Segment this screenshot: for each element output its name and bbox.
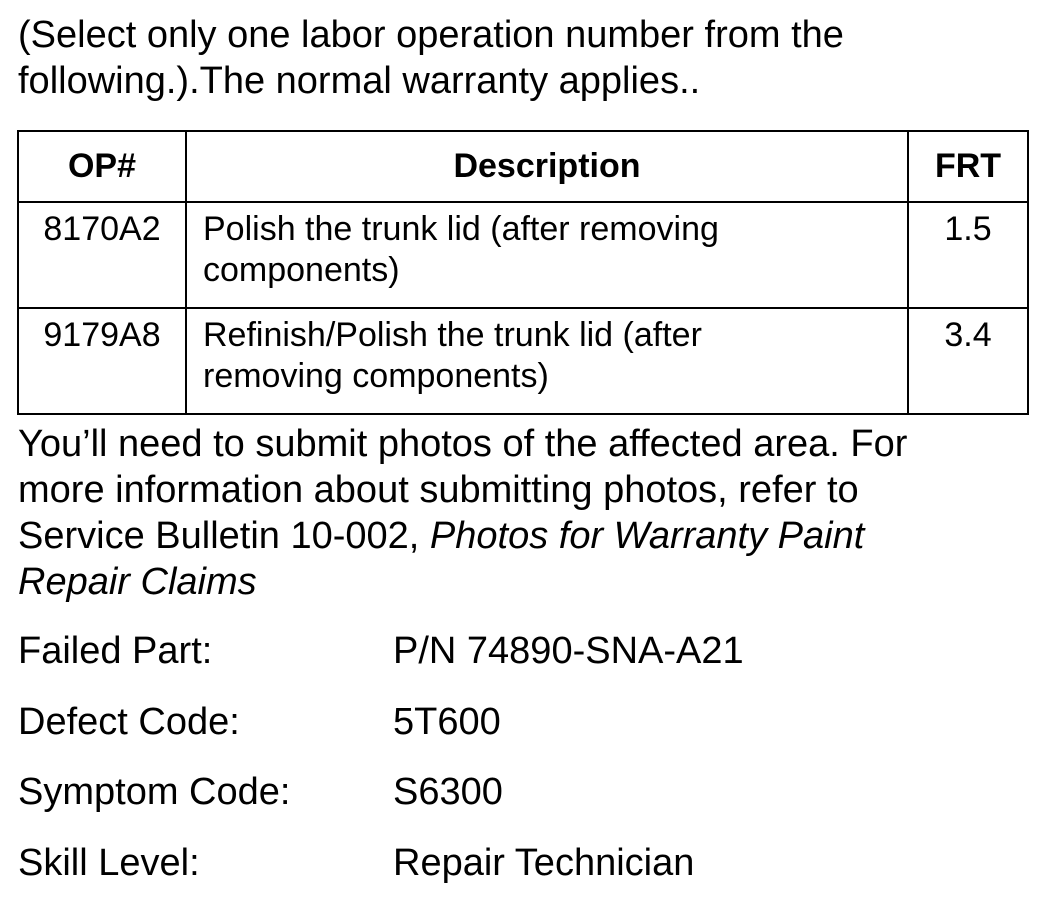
description-line: components) [203, 250, 893, 291]
photos-line: You’ll need to submit photos of the affected area. For [18, 421, 1028, 467]
description-line: Refinish/Polish the trunk lid (after [203, 315, 893, 356]
op-number-cell: 8170A2 [18, 202, 186, 308]
photos-line [18, 513, 1028, 559]
op-number-cell: 9179A8 [18, 308, 186, 414]
field-label: Defect Code: [18, 699, 240, 745]
claim-fields [18, 628, 1028, 910]
field-label: Symptom Code: [18, 769, 290, 815]
description-cell [186, 202, 908, 308]
labor-operations-table [17, 130, 1029, 415]
intro-line: (Select only one labor operation number from the [18, 12, 1028, 58]
bulletin-title-continued: Repair Claims [18, 559, 1028, 605]
frt-cell: 1.5 [908, 202, 1028, 308]
column-header-frt: FRT [908, 131, 1028, 202]
description-cell [186, 308, 908, 414]
field-row-defect-code [18, 699, 1028, 770]
field-label: Skill Level: [18, 840, 200, 886]
field-value: P/N 74890-SNA-A21 [393, 628, 744, 674]
field-row-symptom-code [18, 769, 1028, 840]
column-header-description: Description [186, 131, 908, 202]
bulletin-title: Photos for Warranty Paint [430, 515, 864, 557]
table-row [18, 308, 1028, 414]
description-line: removing components) [203, 356, 893, 397]
bulletin-reference: Service Bulletin 10-002, [18, 515, 430, 557]
intro-line: following.).The normal warranty applies.. [18, 58, 1028, 104]
field-row-failed-part [18, 628, 1028, 699]
field-value: S6300 [393, 769, 503, 815]
table-row [18, 202, 1028, 308]
photos-line: more information about submitting photos, refer to [18, 467, 1028, 513]
field-label: Failed Part: [18, 628, 212, 674]
description-line: Polish the trunk lid (after removing [203, 209, 893, 250]
table-header-row [18, 131, 1028, 202]
column-header-op: OP# [18, 131, 186, 202]
field-value: 5T600 [393, 699, 501, 745]
field-value: Repair Technician [393, 840, 694, 886]
intro-paragraph [18, 12, 1028, 104]
field-row-skill-level [18, 840, 1028, 910]
frt-cell: 3.4 [908, 308, 1028, 414]
photo-instructions-paragraph [18, 421, 1028, 605]
